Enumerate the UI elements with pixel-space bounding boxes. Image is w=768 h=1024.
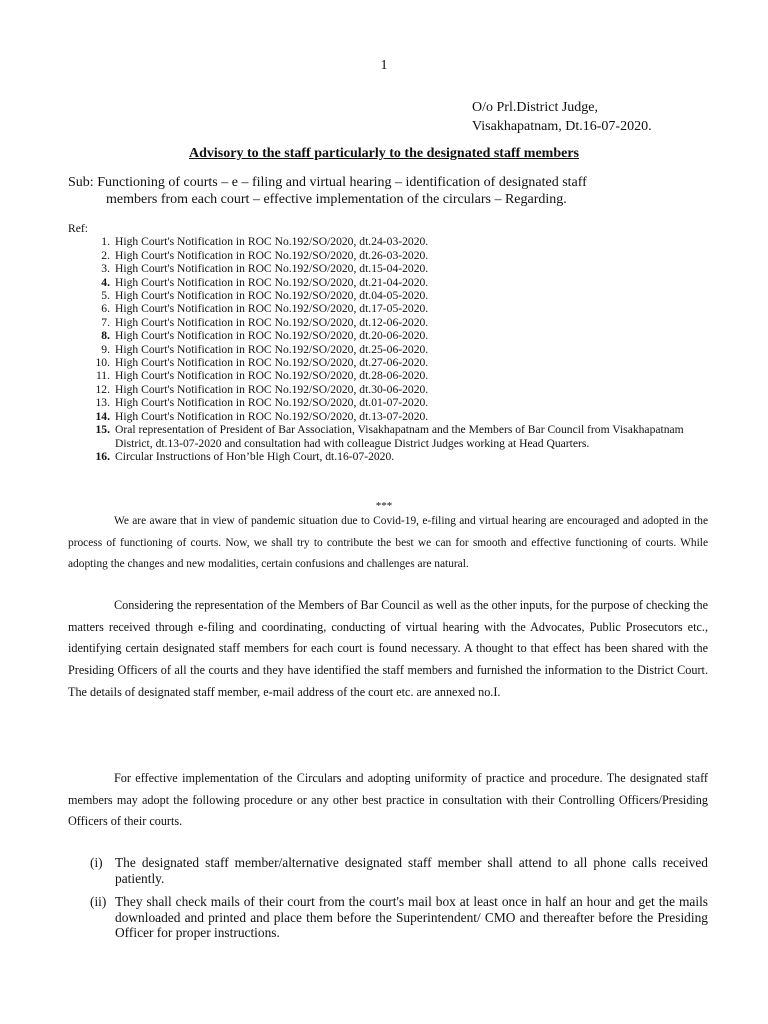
reference-text: Circular Instructions of Hon’ble High Court, dt.16-07-2020. — [115, 449, 395, 463]
reference-text: High Court's Notification in ROC No.192/SO/2020, dt.20-06-2020. — [115, 329, 429, 343]
reference-item — [68, 343, 708, 356]
reference-item — [68, 302, 708, 315]
reference-text: High Court's Notification in ROC No.192/SO/2020, dt.13-07-2020. — [115, 409, 429, 423]
paragraph-1: We are aware that in view of pandemic situation due to Covid-19, e-filing and virtual hearing are encouraged and adopted in the process of functioning of courts. Now, we shall try to contribute the best we can for smooth and effective functioning of courts. While adopting the changes and new modalities, certain confusions and challenges are natural. — [68, 515, 708, 571]
reference-text: High Court's Notification in ROC No.192/SO/2020, dt.21-04-2020. — [115, 275, 429, 289]
reference-text: High Court's Notification in ROC No.192/SO/2020, dt.27-06-2020. — [115, 356, 429, 370]
subject — [68, 174, 708, 208]
procedure-text: They shall check mails of their court from the court's mail box at least once in half an hour and get the mails downloaded and printed and place them before the Superintendent/ CMO and thereafter before the Presiding Officer for proper instructions. — [115, 894, 708, 941]
reference-item — [68, 396, 708, 409]
reference-number: 15. — [95, 423, 110, 437]
procedure-number: (i) — [90, 855, 103, 870]
procedure-item-2 — [90, 894, 708, 941]
reference-item — [68, 383, 708, 396]
reference-item — [68, 235, 708, 248]
procedure-item-1 — [90, 855, 708, 886]
reference-item — [68, 329, 708, 342]
reference-number: 3. — [101, 262, 110, 276]
reference-number: 5. — [101, 289, 110, 303]
reference-number: 16. — [95, 449, 110, 463]
office-line-2: Visakhapatnam, Dt.16-07-2020. — [472, 119, 652, 134]
reference-text: High Court's Notification in ROC No.192/SO/2020, dt.12-06-2020. — [115, 315, 429, 329]
reference-text: Oral representation of President of Bar Association, Visakhapatnam and the Members of Bar Council from Visakhapatnam District, dt.13-07-2020 and consultation had with colleague District Judges working at Head Quarters. — [115, 423, 684, 450]
reference-item — [68, 423, 708, 450]
reference-text: High Court's Notification in ROC No.192/SO/2020, dt.28-06-2020. — [115, 369, 429, 383]
reference-item — [68, 276, 708, 289]
reference-number: 4. — [101, 275, 110, 289]
reference-number: 1. — [101, 235, 110, 249]
reference-text: High Court's Notification in ROC No.192/SO/2020, dt.17-05-2020. — [115, 302, 429, 316]
reference-number: 9. — [101, 342, 110, 356]
references-list — [68, 235, 708, 463]
subject-label: Sub: — [68, 175, 94, 190]
reference-item — [68, 249, 708, 262]
reference-item — [68, 316, 708, 329]
reference-item — [68, 356, 708, 369]
reference-item — [68, 410, 708, 423]
office-address — [472, 98, 652, 136]
reference-text: High Court's Notification in ROC No.192/SO/2020, dt.30-06-2020. — [115, 382, 429, 396]
reference-text: High Court's Notification in ROC No.192/SO/2020, dt.26-03-2020. — [115, 248, 429, 262]
reference-text: High Court's Notification in ROC No.192/SO/2020, dt.25-06-2020. — [115, 342, 429, 356]
paragraph-2: Considering the representation of the Members of Bar Council as well as the other inputs, for the purpose of checking the matters received through e-filing and coordinating, conducting of virtual hearing with the Advocates, Public Prosecutors etc., identifying certain designated staff members for each court is found necessary. A thought to that effect has been shared with the Presiding Officers of all the courts and they have identified the staff members and furnished the information to the District Court. The details of designated staff member, e-mail address of the court etc. are annexed no.I. — [68, 598, 708, 699]
references-label: Ref: — [68, 222, 88, 235]
reference-text: High Court's Notification in ROC No.192/SO/2020, dt.01-07-2020. — [115, 396, 429, 410]
reference-item — [68, 262, 708, 275]
reference-item — [68, 289, 708, 302]
reference-number: 7. — [101, 315, 110, 329]
reference-number: 11. — [95, 369, 110, 383]
reference-number: 10. — [95, 356, 110, 370]
paragraph-3: For effective implementation of the Circulars and adopting uniformity of practice and procedure. The designated staff members may adopt the following procedure or any other best practice in consultation with their Controlling Officers/Presiding Officers of their courts. — [68, 771, 708, 829]
office-line-1: O/o Prl.District Judge, — [472, 100, 598, 115]
reference-number: 14. — [95, 409, 110, 423]
reference-text: High Court's Notification in ROC No.192/SO/2020, dt.15-04-2020. — [115, 262, 429, 276]
references-section — [68, 222, 708, 463]
page-number: 1 — [380, 58, 388, 73]
procedure-number: (ii) — [90, 894, 107, 909]
reference-number: 2. — [101, 248, 110, 262]
subject-line-1: Functioning of courts – e – filing and virtual hearing – identification of designated staff — [93, 175, 587, 190]
reference-number: 8. — [101, 329, 110, 343]
reference-text: High Court's Notification in ROC No.192/SO/2020, dt.04-05-2020. — [115, 289, 429, 303]
procedure-text: The designated staff member/alternative designated staff member shall attend to all phone calls received patiently. — [115, 855, 708, 886]
document-title: Advisory to the staff particularly to the designated staff members — [189, 146, 579, 161]
section-separator: *** — [375, 500, 393, 512]
reference-item — [68, 369, 708, 382]
reference-text: High Court's Notification in ROC No.192/SO/2020, dt.24-03-2020. — [115, 235, 429, 249]
reference-number: 13. — [95, 396, 110, 410]
subject-line-2: members from each court – effective implementation of the circulars – Regarding. — [106, 192, 567, 207]
reference-number: 12. — [95, 382, 110, 396]
reference-number: 6. — [101, 302, 110, 316]
reference-item — [68, 450, 708, 463]
